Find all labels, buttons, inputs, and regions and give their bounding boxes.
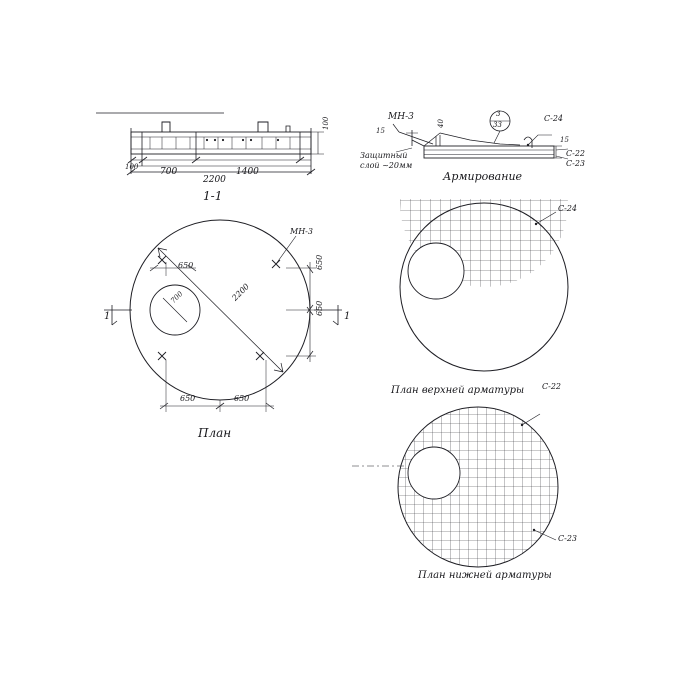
section-dim-left-edge: 100 — [125, 163, 139, 171]
section-caption: 1-1 — [203, 189, 223, 203]
detail-dim-15-left: 15 — [376, 127, 385, 135]
top-mesh-mark-s24: С-24 — [558, 204, 578, 213]
detail-mark-s22: С-22 — [566, 149, 586, 158]
plan-dim-left-650: 650 — [178, 261, 194, 270]
detail-dim-15-right: 15 — [560, 136, 569, 144]
section-dim-span-left: 700 — [160, 167, 178, 177]
plan-section-mark-right: 1 — [344, 311, 351, 322]
section-dim-thickness: 100 — [322, 116, 330, 130]
detail-dim-40: 40 — [437, 119, 445, 128]
bottom-mesh-mark-s22: С-22 — [542, 382, 562, 391]
plan-dim-bottom-650-left: 650 — [180, 394, 196, 403]
detail-mark-mn3: МН-3 — [388, 112, 414, 122]
plan-caption: План — [198, 426, 232, 440]
detail-bubble-top: 3 — [496, 110, 501, 118]
plan-dim-diameter: 2200 — [230, 281, 252, 303]
section-dim-overall: 2200 — [203, 175, 226, 185]
plan-mark-mn3: МН-3 — [290, 227, 313, 236]
detail-note-line2: слой ~20мм — [360, 161, 413, 170]
detail-mark-s23: С-23 — [566, 159, 586, 168]
detail-note-line1: Защитный — [360, 151, 408, 160]
detail-caption: Армирование — [443, 170, 523, 183]
plan-dim-right-650-upper: 650 — [315, 254, 324, 270]
detail-mark-s24: С-24 — [544, 114, 564, 123]
section-dim-span-right: 1400 — [236, 167, 259, 177]
bottom-mesh-caption: План нижней арматуры — [418, 570, 552, 581]
plan-section-mark-left: 1 — [104, 311, 111, 322]
detail-bubble-bottom: 33 — [493, 121, 502, 129]
bottom-mesh-mark-s23: С-23 — [558, 534, 578, 543]
plan-dim-hole: 700 — [169, 289, 185, 305]
plan-dim-bottom-650-right: 650 — [234, 394, 250, 403]
plan-dim-right-650-lower: 650 — [315, 300, 324, 316]
top-mesh-caption: План верхней арматуры — [391, 385, 525, 396]
